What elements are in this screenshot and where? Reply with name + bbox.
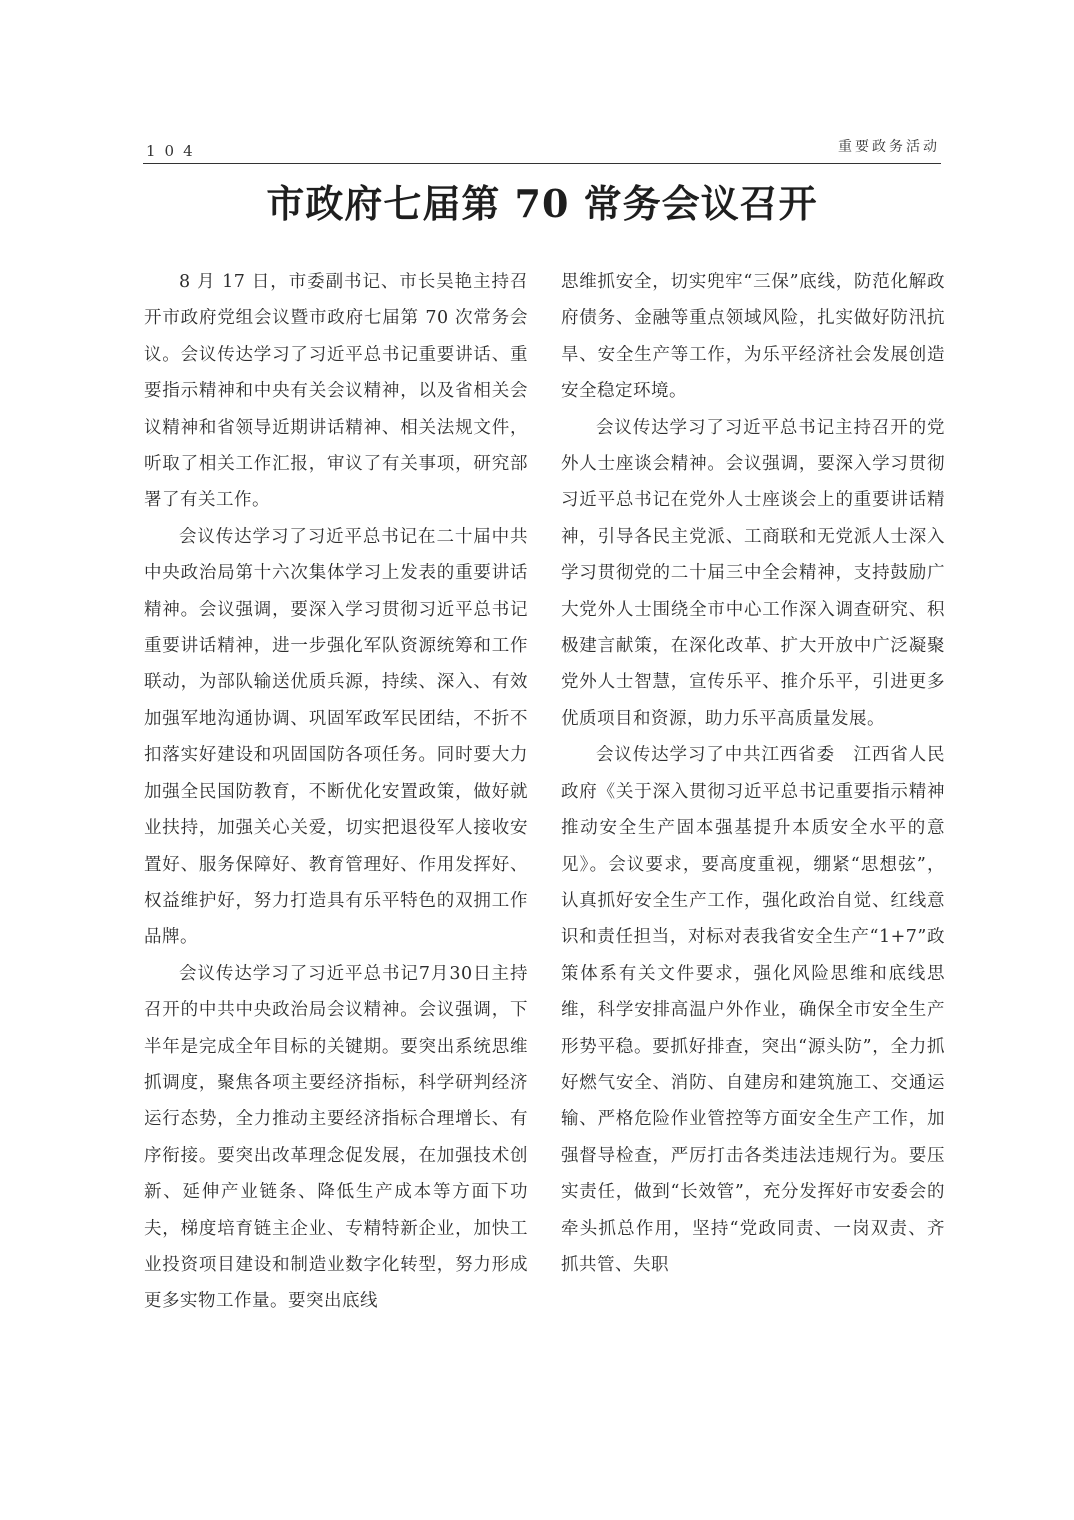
section-header: 重要政务活动 <box>838 139 940 155</box>
right-column <box>561 264 963 1283</box>
paragraph: 会议传达学习了习近平总书记在二十届中共中央政治局第十六次集体学习上发表的重要讲话精神。会议强调，要深入学习贯彻习近平总书记重要讲话精神，进一步强化军队资源统筹和工作联动，为部队输送优质兵源，持续、深入、有效加强军地沟通协调、巩固军政军民团结，不折不扣落实好建设和巩固国防各项任务。同时要大力加强全民国防教育，不断优化安置政策，做好就业扶持，加强关心关爱，切实把退役军人接收安置好、服务保障好、教育管理好、作用发挥好、权益维护好，努力打造具有乐平特色的双拥工作品牌。 <box>144 526 528 948</box>
paragraph: 会议传达学习了习近平总书记主持召开的党外人士座谈会精神。会议强调，要深入学习贯彻习近平总书记在党外人士座谈会上的重要讲话精神，引导各民主党派、工商联和无党派人士深入学习贯彻党的二十届三中全会精神，支持鼓励广大党外人士围绕全市中心工作深入调查研究、积极建言献策，在深化改革、扩大开放中广泛凝聚党外人士智慧，宣传乐平、推介乐平，引进更多优质项目和资源，助力乐平高质量发展。 <box>561 417 945 729</box>
paragraph: 会议传达学习了习近平总书记7月30日主持召开的中共中央政治局会议精神。会议强调，下半年是完成全年目标的关键期。要突出系统思维抓调度，聚焦各项主要经济指标，科学研判经济运行态势，全力推动主要经济指标合理增长、有序衔接。要突出改革理念促发展，在加强技术创新、延伸产业链条、降低生产成本等方面下功夫，梯度培育链主企业、专精特新企业，加快工业投资项目建设和制造业数字化转型，努力形成更多实物工作量。要突出底线 <box>144 963 528 1312</box>
paragraph: 会议传达学习了中共江西省委 江西省人民政府《关于深入贯彻习近平总书记重要指示精神 推动安全生产固本强基提升本质安全水平的意见》。会议要求，要高度重视，绷紧“思想弦”，认真抓好安全生产工作，强化政治自觉、红线意识和责任担当，对标对表我省安全生产“1+7”政策体系有关文件要求，强化风险思维和底线思维，科学安排高温户外作业，确保全市安全生产形势平稳。要抓好排查，突出“源头防”，全力抓好燃气安全、消防、自建房和建筑施工、交通运输、严格危险作业管控等方面安全生产工作，加强督导检查，严厉打击各类违法违规行为。要压实责任，做到“长效管”，充分发挥好市安委会的牵头抓总作用，坚持“党政同责、一岗双责、齐抓共管、失职 <box>561 745 963 1275</box>
header-divider <box>143 163 941 164</box>
page-number: 104 <box>146 142 202 160</box>
article-title: 市政府七届第 70 常务会议召开 <box>266 181 818 226</box>
paragraph-continuation: 思维抓安全，切实兜牢“三保”底线，防范化解政府债务、金融等重点领域风险，扎实做好防汛抗旱、安全生产等工作，为乐平经济社会发展创造安全稳定环境。 <box>561 272 945 402</box>
paragraph: 8 月 17 日，市委副书记、市长吴艳主持召开市政府党组会议暨市政府七届第 70 次常务会议。会议传达学习了习近平总书记重要讲话、重要指示精神和中央有关会议精神，以及省相关会议精神和省领导近期讲话精神、相关法规文件，听取了相关工作汇报，审议了有关事项，研究部署了有关工作。 <box>144 272 528 511</box>
left-column <box>144 264 528 1320</box>
